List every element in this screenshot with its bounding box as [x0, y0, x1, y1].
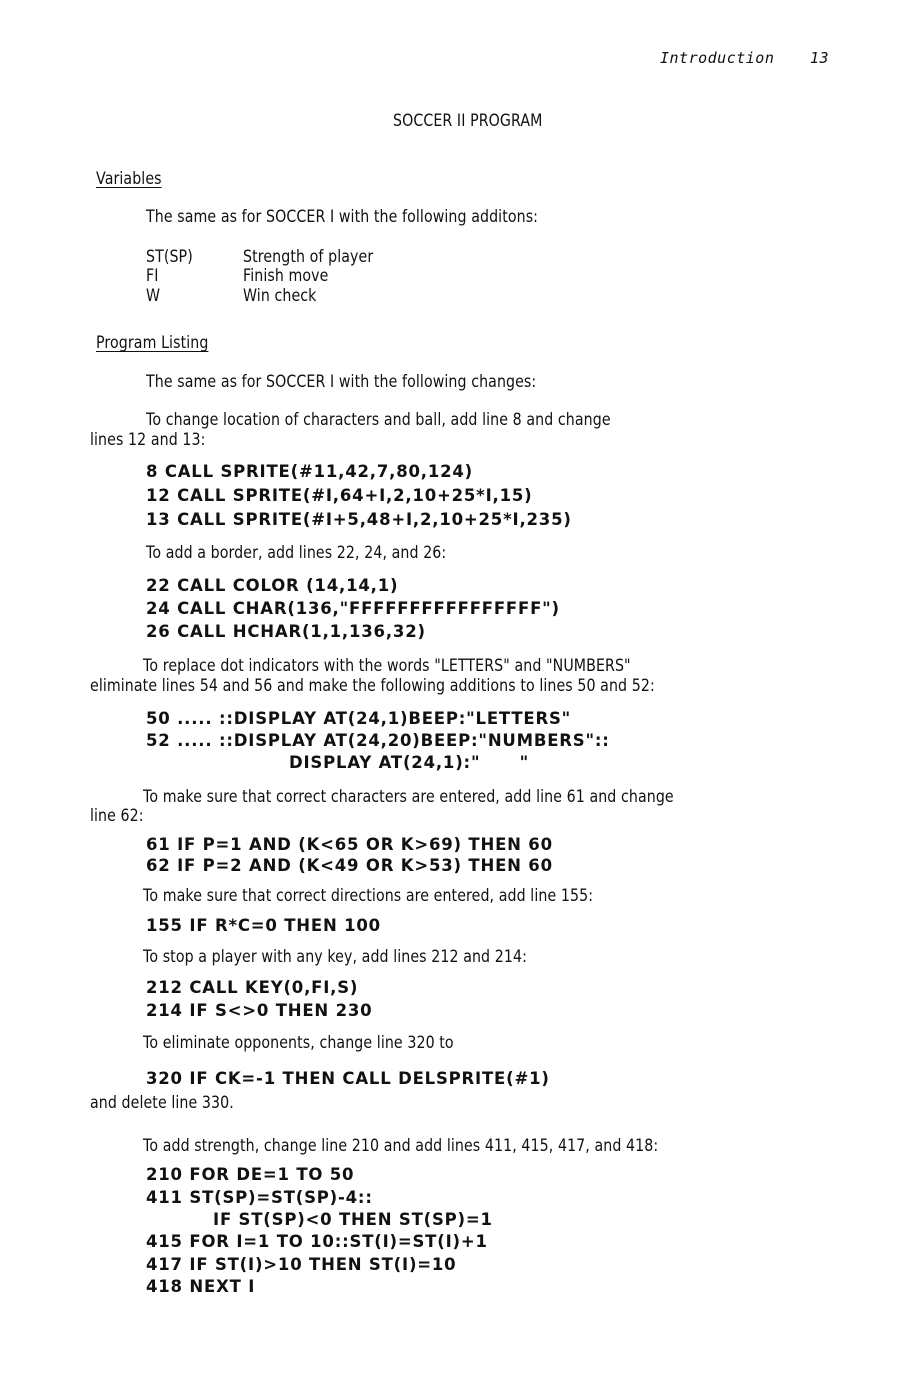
code-line: 417 IF ST(I)>10 THEN ST(I)=10 — [146, 1255, 457, 1274]
paragraph-line: To change location of characters and ball, add line 8 and change — [146, 410, 611, 429]
code-line: 214 IF S<>0 THEN 230 — [146, 1001, 373, 1020]
code-line: 411 ST(SP)=ST(SP)-4:: — [146, 1188, 373, 1207]
paragraph-line: To eliminate opponents, change line 320 to — [143, 1033, 454, 1052]
code-line: DISPLAY AT(24,1):" " — [289, 753, 530, 772]
code-line: IF ST(SP)<0 THEN ST(SP)=1 — [213, 1210, 493, 1229]
paragraph-line: To add a border, add lines 22, 24, and 26: — [146, 543, 447, 562]
code-line: 155 IF R*C=0 THEN 100 — [146, 916, 381, 935]
running-header-section: Introduction — [660, 49, 775, 67]
code-line: 24 CALL CHAR(136,"FFFFFFFFFFFFFFFF") — [146, 599, 560, 618]
code-line: 8 CALL SPRITE(#11,42,7,80,124) — [146, 462, 474, 481]
variable-name: W — [146, 286, 161, 305]
variable-desc: Win check — [243, 286, 317, 305]
code-line: 50 ..... ::DISPLAY AT(24,1)BEEP:"LETTERS" — [146, 709, 572, 728]
listing-intro: The same as for SOCCER I with the following changes: — [146, 372, 537, 391]
paragraph-line: To add strength, change line 210 and add lines 411, 415, 417, and 418: — [143, 1136, 659, 1155]
paragraph-line: To make sure that correct directions are entered, add line 155: — [143, 886, 594, 905]
page-title: SOCCER II PROGRAM — [393, 111, 543, 130]
code-line: 12 CALL SPRITE(#I,64+I,2,10+25*I,15) — [146, 486, 533, 505]
code-line: 26 CALL HCHAR(1,1,136,32) — [146, 622, 426, 641]
variable-desc: Strength of player — [243, 247, 374, 266]
code-line: 13 CALL SPRITE(#I+5,48+I,2,10+25*I,235) — [146, 510, 572, 529]
code-line: 62 IF P=2 AND (K<49 OR K>53) THEN 60 — [146, 856, 553, 875]
variable-name: ST(SP) — [146, 247, 193, 266]
variables-heading: Variables — [96, 169, 162, 188]
paragraph-line: line 62: — [90, 806, 144, 825]
page-number: 13 — [810, 49, 830, 67]
code-line: 320 IF CK=-1 THEN CALL DELSPRITE(#1) — [146, 1069, 550, 1088]
code-line: 418 NEXT I — [146, 1277, 256, 1296]
paragraph-line: To stop a player with any key, add lines 212 and 214: — [143, 947, 527, 966]
code-line: 415 FOR I=1 TO 10::ST(I)=ST(I)+1 — [146, 1232, 488, 1251]
paragraph-line: To make sure that correct characters are entered, add line 61 and change — [143, 787, 674, 806]
variable-desc: Finish move — [243, 266, 329, 285]
code-line: 52 ..... ::DISPLAY AT(24,20)BEEP:"NUMBERS":: — [146, 731, 610, 750]
variables-intro: The same as for SOCCER I with the following additons: — [146, 207, 539, 226]
listing-heading: Program Listing — [96, 333, 209, 352]
paragraph-line: and delete line 330. — [90, 1093, 234, 1112]
code-line: 61 IF P=1 AND (K<65 OR K>69) THEN 60 — [146, 835, 553, 854]
paragraph-line: To replace dot indicators with the words "LETTERS" and "NUMBERS" — [143, 656, 631, 675]
paragraph-line: eliminate lines 54 and 56 and make the following additions to lines 50 and 52: — [90, 676, 655, 695]
code-line: 212 CALL KEY(0,FI,S) — [146, 978, 359, 997]
code-line: 210 FOR DE=1 TO 50 — [146, 1165, 355, 1184]
paragraph-line: lines 12 and 13: — [90, 430, 206, 449]
code-line: 22 CALL COLOR (14,14,1) — [146, 576, 399, 595]
variable-name: FI — [146, 266, 159, 285]
